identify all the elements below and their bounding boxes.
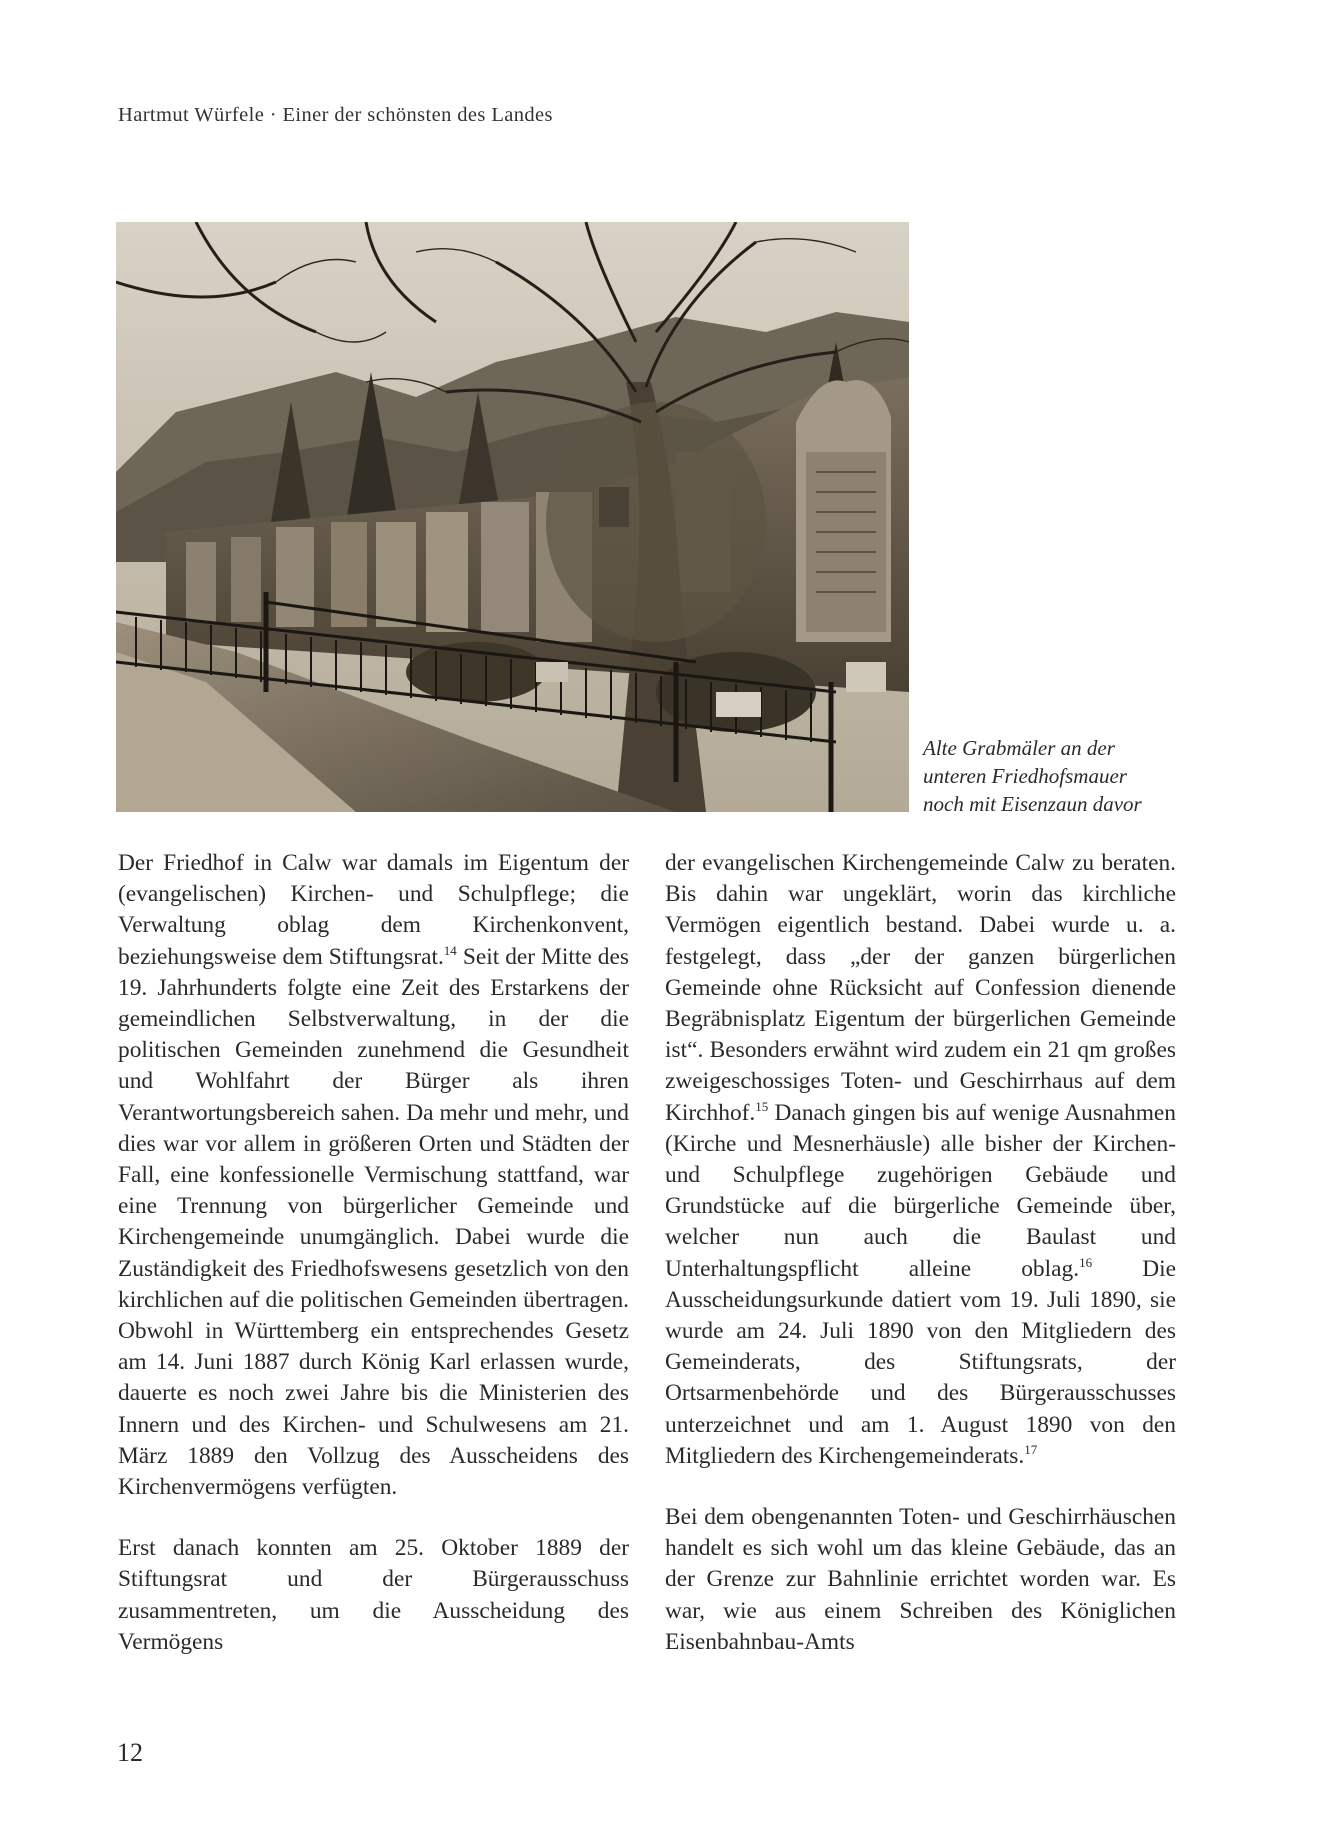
footnote-ref-14: 14 xyxy=(443,942,457,958)
caption-line: noch mit Eisenzaun davor xyxy=(923,792,1142,816)
paragraph xyxy=(665,848,1176,1472)
text-column-right xyxy=(665,848,1176,1658)
footnote-ref-15: 15 xyxy=(755,1098,769,1114)
paragraph-text: Erst danach konnten am 25. Oktober 1889 der Stiftungsrat und der Bürgerausschuss zusammentreten, um die Ausscheidung des Vermögens xyxy=(118,1535,629,1655)
paragraph-text: Seit der Mitte des 19. Jahrhunderts folgte eine Zeit des Erstarkens der gemeindlichen Selbstverwaltung, in der die politischen Gemeinden zunehmend die Gesundheit und Wohlfahrt der Bürger als ihren Verantwortungsbereich sahen. Da mehr und mehr, und dies war vor allem in größeren Orten und Städten der Fall, eine konfessionelle Vermischung stattfand, war eine Trennung von bürgerlicher Gemeinde und Kirchengemeinde unumgänglich. Dabei wurde die Zuständigkeit des Friedhofswesens gesetzlich von den kirchlichen auf die politischen Gemeinden übertragen. Obwohl in Württemberg ein entsprechendes Gesetz am 14. Juni 1887 durch König Karl erlassen wurde, dauerte es noch zwei Jahre bis die Ministerien des Innern und des Kirchen- und Schulwesens am 21. März 1889 den Vollzug des Ausscheidens des Kirchenvermögens verfügten. xyxy=(118,943,629,1501)
caption-line: Alte Grabmäler an der xyxy=(923,736,1115,760)
caption-line: unteren Friedhofsmauer xyxy=(923,764,1127,788)
paragraph-text: der evangelischen Kirchengemeinde Calw zu beraten. Bis dahin war ungeklärt, worin das kirchliche Vermögen eigentlich bestand. Dabei wurde u. a. festgelegt, dass „der der ganzen bürgerlichen Gemeinde ohne Rücksicht auf Confession dienende Begräbnisplatz Eigentum der bürgerlichen Gemeinde ist“. Besonders erwähnt wird zudem ein 21 qm großes zweigeschossiges Toten- und Geschirrhaus auf dem Kirchhof. xyxy=(665,850,1176,1126)
paragraph xyxy=(665,1502,1176,1658)
text-column-left xyxy=(118,848,629,1658)
cemetery-photo xyxy=(116,222,909,812)
paragraph-text: Der Friedhof in Calw war damals im Eigentum der (evangelischen) Kirchen- und Schulpflege; die Verwaltung oblag dem Kirchenkonvent, beziehungsweise dem Stiftungsrat. xyxy=(118,850,629,970)
figure-caption xyxy=(923,734,1183,818)
footnote-ref-17: 17 xyxy=(1024,1441,1038,1457)
paragraph-text: Danach gingen bis auf wenige Ausnahmen (Kirche und Mesnerhäusle) alle bisher der Kirchen- und Schulpflege zugehörigen Gebäude und Grundstücke auf die bürgerliche Gemeinde über, welcher nun auch die Baulast und Unterhaltungspflicht alleine oblag. xyxy=(665,1099,1176,1282)
running-head: Hartmut Würfele · Einer der schönsten des Landes xyxy=(118,104,553,126)
paragraph-text: Die Ausscheidungsurkunde datiert vom 19. Juli 1890, sie wurde am 24. Juli 1890 von den Mitgliedern des Gemeinderats, des Stiftungsrats, der Ortsarmenbehörde und des Bürgerausschusses unterzeichnet und am 1. August 1890 von den Mitgliedern des Kirchengemeinderats. xyxy=(665,1255,1176,1469)
page-number: 12 xyxy=(117,1738,143,1767)
paragraph xyxy=(118,848,629,1503)
footnote-ref-16: 16 xyxy=(1079,1254,1093,1270)
cemetery-photo-illustration xyxy=(116,222,909,812)
paragraph xyxy=(118,1533,629,1658)
paragraph-text: Bei dem obengenannten Toten- und Geschirrhäuschen handelt es sich wohl um das kleine Gebäude, das an der Grenze zur Bahnlinie errichtet worden war. Es war, wie aus einem Schreiben des Königlichen Eisenbahnbau-Amts xyxy=(665,1504,1176,1655)
